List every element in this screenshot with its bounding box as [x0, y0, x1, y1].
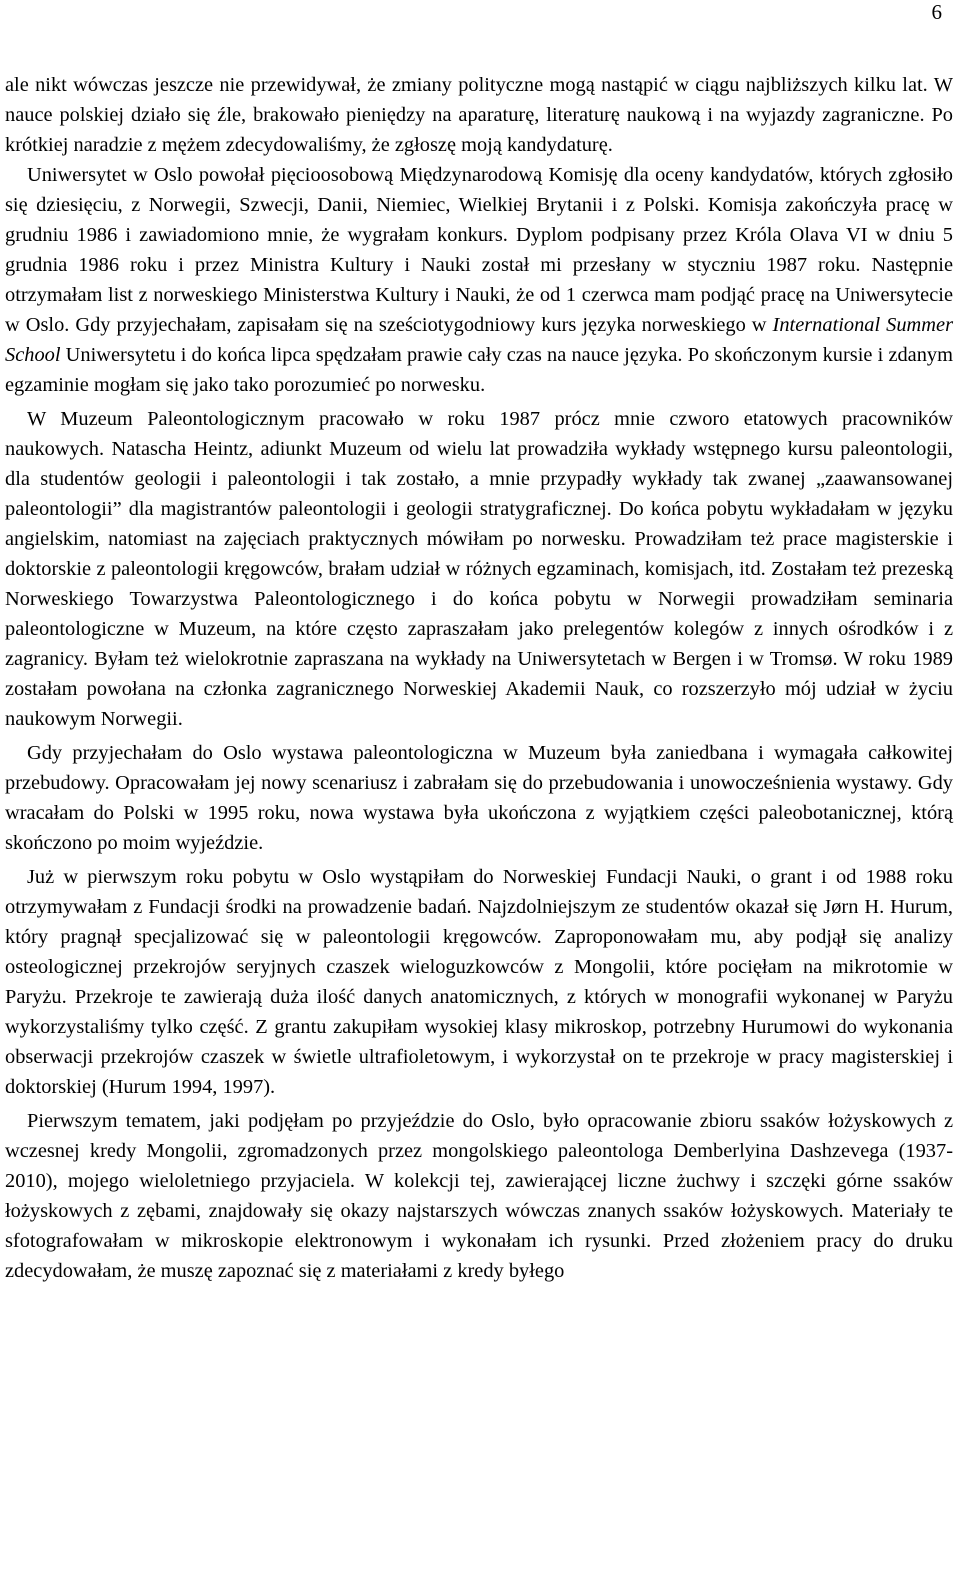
- page-number: 6: [931, 0, 942, 24]
- paragraph-6: Pierwszym tematem, jaki podjęłam po przyjeździe do Oslo, było opracowanie zbioru ssaków łożyskowych z wczesnej kredy Mongolii, zgromadzonych przez mongolskiego paleontologa Demberlyina Dashzevega (1937-2010), mojego wieloletniego przyjaciela. W kolekcji tej, zawierającej liczne żuchwy i szczęki górne ssaków łożyskowych z zębami, znajdowały się okazy najstarszych wówczas znanych ssaków łożyskowych. Materiały te sfotografowałam w mikroskopie elektronowym i wykonałam ich rysunki. Przed złożeniem pracy do druku zdecydowałam, że muszę zapoznać się z materiałami z kredy byłego: [5, 1110, 953, 1282]
- paragraph-5: Już w pierwszym roku pobytu w Oslo wystąpiłam do Norweskiej Fundacji Nauki, o grant i od 1988 roku otrzymywałam z Fundacji środki na prowadzenie badań. Najzdolniejszym ze studentów okazał się Jørn H. Hurum, który pragnął specjalizować się w paleontologii kręgowców. Zaproponowałam mu, aby podjął się analizy osteologicznej przekrojów seryjnych czaszek wieloguzkowców z Mongolii, które pocięłam na mikrotomie w Paryżu. Przekroje te zawierają duża ilość danych anatomicznych, z których w monografii wykonanej w Paryżu wykorzystaliśmy tylko część. Z grantu zakupiłam wysokiej klasy mikroskop, potrzebny Hurumowi do wykonania obserwacji przekrojów czaszek w świetle ultrafioletowym, i wykorzystał on te przekroje w pracy magisterskiej i doktorskiej (Hurum 1994, 1997).: [5, 866, 953, 1098]
- document-body: [5, 70, 953, 1286]
- paragraph-2: [5, 160, 953, 400]
- italic-course-name: International Summer School: [5, 314, 953, 366]
- paragraph-2-text-after: Uniwersytetu i do końca lipca spędzałam prawie cały czas na nauce języka. Po skończonym kursie i zdanym egzaminie mogłam się jako tako porozumieć po norwesku.: [5, 344, 953, 396]
- paragraph-2-text: Uniwersytet w Oslo powołał pięcioosobową Międzynarodową Komisję dla oceny kandydatów, których zgłosiło się dziesięciu, z Norwegii, Szwecji, Danii, Niemiec, Wielkiej Brytanii i z Polski. Komisja zakończyła pracę w grudniu 1986 i zawiadomiono mnie, że wygrałam konkurs. Dyplom podpisany przez Króla Olava VI w dniu 5 grudnia 1986 roku i przez Ministra Kultury i Nauki został mi przesłany w styczniu 1987 roku. Następnie otrzymałam list z norweskiego Ministerstwa Kultury i Nauki, że od 1 czerwca mam podjąć pracę na Uniwersytecie w Oslo. Gdy przyjechałam, zapisałam się na sześciotygodniowy kurs języka norweskiego w: [5, 164, 953, 336]
- paragraph-4: Gdy przyjechałam do Oslo wystawa paleontologiczna w Muzeum była zaniedbana i wymagała całkowitej przebudowy. Opracowałam jej nowy scenariusz i zabrałam się do przebudowania i unowocześnienia wystawy. Gdy wracałam do Polski w 1995 roku, nowa wystawa była ukończona z wyjątkiem części paleobotanicznej, którą skończono po moim wyjeździe.: [5, 742, 953, 854]
- paragraph-3: W Muzeum Paleontologicznym pracowało w roku 1987 prócz mnie czworo etatowych pracowników naukowych. Natascha Heintz, adiunkt Muzeum od wielu lat prowadziła wykłady wstępnego kursu paleontologii, dla studentów geologii i paleontologii i tak zostało, a mnie przypadły wykłady tak zwanej „zaawansowanej paleontologii” dla magistrantów paleontologii i geologii stratygraficznej. Do końca pobytu wykładałam w języku angielskim, natomiast na zajęciach praktycznych mówiłam po norwesku. Prowadziłam też prace magisterskie i doktorskie z paleontologii kręgowców, brałam udział w różnych egzaminach, komisjach, itd. Zostałam też prezeską Norweskiego Towarzystwa Paleontologicznego i do końca pobytu w Norwegii prowadziłam seminaria paleontologiczne w Muzeum, na które często zapraszałam jako prelegentów kolegów z innych ośrodków i z zagranicy. Byłam też wielokrotnie zapraszana na wykłady na Uniwersytetach w Bergen i w Tromsø. W roku 1989 zostałam powołana na członka zagranicznego Norweskiej Akademii Nauk, co rozszerzyło mój udział w życiu naukowym Norwegii.: [5, 408, 953, 730]
- paragraph-1: ale nikt wówczas jeszcze nie przewidywał, że zmiany polityczne mogą nastąpić w ciągu najbliższych kilku lat. W nauce polskiej działo się źle, brakowało pieniędzy na aparaturę, literaturę naukową i na wyjazdy zagraniczne. Po krótkiej naradzie z mężem zdecydowaliśmy, że zgłoszę moją kandydaturę.: [5, 74, 953, 156]
